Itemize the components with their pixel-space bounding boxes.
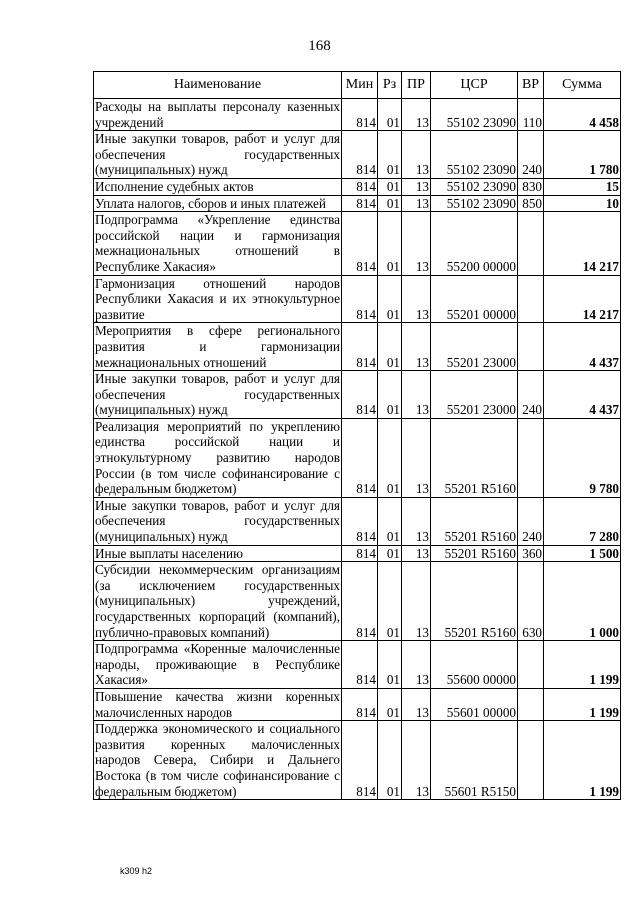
cell-csr: 55201 R5160 — [431, 562, 518, 641]
cell-rz: 01 — [378, 195, 402, 212]
cell-sum: 1 780 — [544, 131, 621, 179]
cell-pr: 13 — [402, 562, 431, 641]
cell-rz: 01 — [378, 641, 402, 689]
cell-name: Реализация мероприятий по укреплению единства российской нации и этнокультурному развитию народов России (в том числе софинансирование с федеральным бюджетом) — [95, 418, 340, 497]
table-row — [94, 178, 621, 195]
cell-csr: 55102 23090 — [431, 178, 518, 195]
cell-pr: 13 — [402, 195, 431, 212]
header-rz: Рз — [378, 72, 402, 99]
cell-name: Иные выплаты населению — [94, 545, 342, 562]
cell-rz: 01 — [378, 688, 402, 720]
cell-rz: 01 — [378, 497, 402, 545]
cell-min: 814 — [342, 418, 378, 497]
cell-vr: 240 — [518, 497, 544, 545]
cell-rz: 01 — [378, 275, 402, 323]
cell-vr: 110 — [518, 99, 544, 131]
header-name: Наименование — [94, 72, 342, 99]
cell-pr: 13 — [402, 131, 431, 179]
cell-csr: 55201 R5160 — [431, 418, 518, 497]
table-row — [94, 545, 621, 562]
cell-sum: 1 199 — [544, 688, 621, 720]
cell-sum: 15 — [544, 178, 621, 195]
cell-min: 814 — [342, 275, 378, 323]
cell-sum: 1 199 — [544, 641, 621, 689]
cell-csr: 55600 00000 — [431, 641, 518, 689]
cell-vr: 850 — [518, 195, 544, 212]
table-row — [94, 688, 621, 720]
page-number: 168 — [308, 38, 331, 54]
cell-pr: 13 — [402, 371, 431, 419]
cell-name: Расходы на выплаты персоналу казенных учреждений — [95, 99, 340, 130]
cell-sum: 14 217 — [544, 275, 621, 323]
cell-pr: 13 — [402, 99, 431, 131]
cell-rz: 01 — [378, 131, 402, 179]
cell-vr: 630 — [518, 562, 544, 641]
table-row — [94, 195, 621, 212]
cell-csr: 55201 23000 — [431, 371, 518, 419]
cell-name: Гармонизация отношений народов Республики Хакасия и их этнокультурное развитие — [95, 275, 340, 322]
cell-vr: 830 — [518, 178, 544, 195]
cell-pr: 13 — [402, 545, 431, 562]
cell-name: Поддержка экономического и социального развития коренных малочисленных народов Севера, Сибири и Дальнего Востока (в том числе софинансирование с федеральным бюджетом) — [95, 721, 340, 799]
footer-code: k309 h2 — [120, 866, 153, 876]
cell-rz: 01 — [378, 323, 402, 371]
cell-sum: 14 217 — [544, 212, 621, 275]
cell-rz: 01 — [378, 178, 402, 195]
cell-pr: 13 — [402, 418, 431, 497]
cell-rz: 01 — [378, 212, 402, 275]
cell-sum: 4 437 — [544, 323, 621, 371]
cell-rz: 01 — [378, 721, 402, 800]
cell-pr: 13 — [402, 323, 431, 371]
cell-csr: 55601 R5150 — [431, 721, 518, 800]
cell-sum: 4 437 — [544, 371, 621, 419]
cell-name: Исполнение судебных актов — [94, 178, 342, 195]
cell-name: Субсидии некоммерческим организациям (за исключением государственных (муниципальных) учреждений, государственных корпораций (компаний), публично-правовых компаний) — [95, 562, 340, 640]
cell-min: 814 — [342, 545, 378, 562]
cell-name: Подпрограмма «Коренные малочисленные народы, проживающие в Республике Хакасия» — [95, 641, 340, 688]
cell-rz: 01 — [378, 562, 402, 641]
cell-vr — [518, 212, 544, 275]
cell-csr: 55201 00000 — [431, 275, 518, 323]
cell-rz: 01 — [378, 545, 402, 562]
cell-min: 814 — [342, 212, 378, 275]
cell-min: 814 — [342, 131, 378, 179]
cell-vr — [518, 323, 544, 371]
cell-sum: 1 000 — [544, 562, 621, 641]
cell-vr: 240 — [518, 371, 544, 419]
cell-rz: 01 — [378, 371, 402, 419]
table-row — [94, 323, 621, 371]
cell-sum: 10 — [544, 195, 621, 212]
table-row — [94, 497, 621, 545]
cell-sum: 1 500 — [544, 545, 621, 562]
header-sum: Сумма — [544, 72, 621, 99]
cell-vr — [518, 721, 544, 800]
cell-csr: 55201 R5160 — [431, 497, 518, 545]
cell-vr — [518, 418, 544, 497]
cell-rz: 01 — [378, 418, 402, 497]
cell-name: Подпрограмма «Укрепление единства российской нации и гармонизация межнациональных отношений в Республике Хакасия» — [95, 212, 340, 274]
cell-rz: 01 — [378, 99, 402, 131]
cell-csr: 55201 R5160 — [431, 545, 518, 562]
cell-vr — [518, 275, 544, 323]
cell-csr: 55201 23000 — [431, 323, 518, 371]
table-row — [94, 275, 621, 323]
table-row — [94, 641, 621, 689]
cell-name: Иные закупки товаров, работ и услуг для обеспечения государственных (муниципальных) нужд — [95, 497, 340, 545]
cell-min: 814 — [342, 323, 378, 371]
cell-pr: 13 — [402, 178, 431, 195]
cell-min: 814 — [342, 688, 378, 720]
header-row — [94, 72, 621, 99]
table-row — [94, 371, 621, 419]
cell-csr: 55102 23090 — [431, 195, 518, 212]
cell-sum: 7 280 — [544, 497, 621, 545]
cell-vr — [518, 688, 544, 720]
cell-min: 814 — [342, 497, 378, 545]
cell-pr: 13 — [402, 721, 431, 800]
cell-pr: 13 — [402, 212, 431, 275]
cell-min: 814 — [342, 721, 378, 800]
cell-name: Уплата налогов, сборов и иных платежей — [94, 195, 342, 212]
cell-sum: 9 780 — [544, 418, 621, 497]
cell-min: 814 — [342, 195, 378, 212]
header-vr: ВР — [518, 72, 544, 99]
cell-csr: 55200 00000 — [431, 212, 518, 275]
cell-pr: 13 — [402, 275, 431, 323]
header-min: Мин — [342, 72, 378, 99]
cell-pr: 13 — [402, 497, 431, 545]
table-row — [94, 212, 621, 275]
table-row — [94, 418, 621, 497]
table-row — [94, 562, 621, 641]
cell-csr: 55102 23090 — [431, 99, 518, 131]
cell-min: 814 — [342, 99, 378, 131]
table-row — [94, 721, 621, 800]
cell-name: Иные закупки товаров, работ и услуг для обеспечения государственных (муниципальных) нужд — [95, 371, 340, 418]
table-row — [94, 99, 621, 131]
cell-csr: 55102 23090 — [431, 131, 518, 179]
table-row — [94, 131, 621, 179]
cell-min: 814 — [342, 641, 378, 689]
cell-csr: 55601 00000 — [431, 688, 518, 720]
cell-pr: 13 — [402, 688, 431, 720]
cell-name: Мероприятия в сфере регионального развития и гармонизации межнациональных отношений — [95, 323, 340, 370]
cell-name: Иные закупки товаров, работ и услуг для обеспечения государственных (муниципальных) нужд — [95, 131, 340, 178]
cell-min: 814 — [342, 178, 378, 195]
header-csr: ЦСР — [431, 72, 518, 99]
header-pr: ПР — [402, 72, 431, 99]
cell-pr: 13 — [402, 641, 431, 689]
budget-table — [93, 71, 621, 800]
cell-sum: 1 199 — [544, 721, 621, 800]
cell-min: 814 — [342, 562, 378, 641]
cell-min: 814 — [342, 371, 378, 419]
cell-vr — [518, 641, 544, 689]
cell-vr: 240 — [518, 131, 544, 179]
cell-name: Повышение качества жизни коренных малочисленных народов — [95, 688, 340, 720]
cell-sum: 4 458 — [544, 99, 621, 131]
cell-vr: 360 — [518, 545, 544, 562]
